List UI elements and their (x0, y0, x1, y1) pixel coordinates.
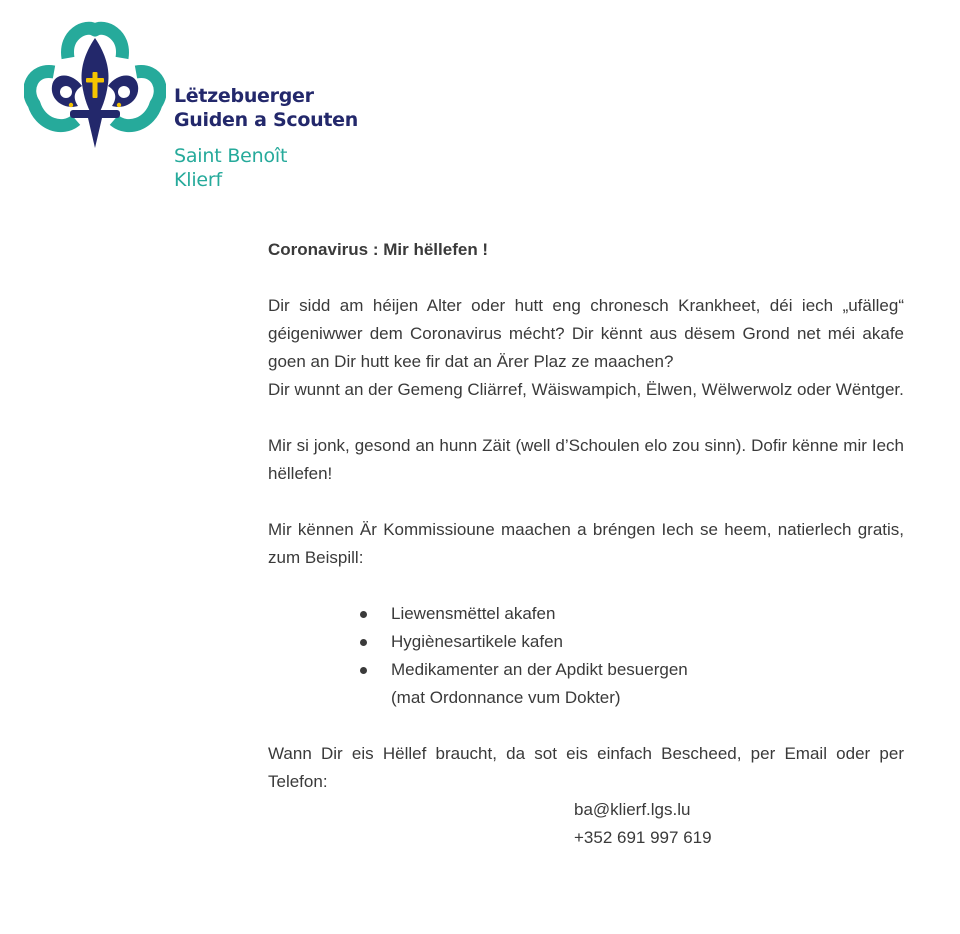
organization-name-line2: Guiden a Scouten (174, 109, 358, 131)
list-item-label: Medikamenter an der Apdikt besuergen (391, 660, 688, 679)
bullet-icon (360, 639, 367, 646)
contact-paragraph: Wann Dir eis Hëllef braucht, da sot eis einfach Bescheed, per Email oder per Telefon: (268, 744, 904, 791)
volunteers-paragraph: Mir si jonk, gesond an hunn Zäit (well d’Schoulen elo zou sinn). Dofir kënne mir Iech hëllefen! (268, 436, 904, 483)
bullet-icon (360, 667, 367, 674)
list-item (360, 656, 904, 712)
organization-logo (24, 18, 384, 198)
group-name (174, 144, 287, 192)
list-item (360, 628, 904, 656)
list-item-note: (mat Ordonnance vum Dokter) (391, 688, 621, 707)
scout-fleur-de-lis-emblem (24, 20, 166, 152)
organization-name-line1: Lëtzebuerger (174, 85, 314, 107)
group-name-line1: Saint Benoît (174, 145, 288, 167)
bullet-icon (360, 611, 367, 618)
contact-phone[interactable]: +352 691 997 619 (574, 828, 712, 847)
residence-paragraph: Dir wunnt an der Gemeng Cliärref, Wäiswampich, Ëlwen, Wëlwerwolz oder Wëntger. (268, 380, 904, 399)
letter-title: Coronavirus : Mir hëllefen ! (268, 240, 489, 259)
contact-email[interactable]: ba@klierf.lgs.lu (574, 800, 691, 819)
group-name-line2: Klierf (174, 169, 223, 191)
intro-paragraph: Dir sidd am héijen Alter oder hutt eng chronesch Krankheet, déi iech „ufälleg“ géigeniwwer dem Coronavirus mécht? Dir kënnt aus dësem Grond net méi akafe goen an Dir hutt kee fir dat an Ärer Plaz ze maachen? (268, 296, 904, 371)
services-list (268, 600, 904, 712)
services-paragraph: Mir kënnen Är Kommissioune maachen a bréngen Iech se heem, natierlech gratis, zum Beispill: (268, 520, 904, 567)
contact-details (268, 796, 904, 852)
letter-body (268, 236, 904, 852)
list-item-label: Liewensmëttel akafen (391, 604, 556, 623)
organization-name (174, 84, 358, 132)
list-item (360, 600, 904, 628)
list-item-label: Hygiènesartikele kafen (391, 632, 563, 651)
